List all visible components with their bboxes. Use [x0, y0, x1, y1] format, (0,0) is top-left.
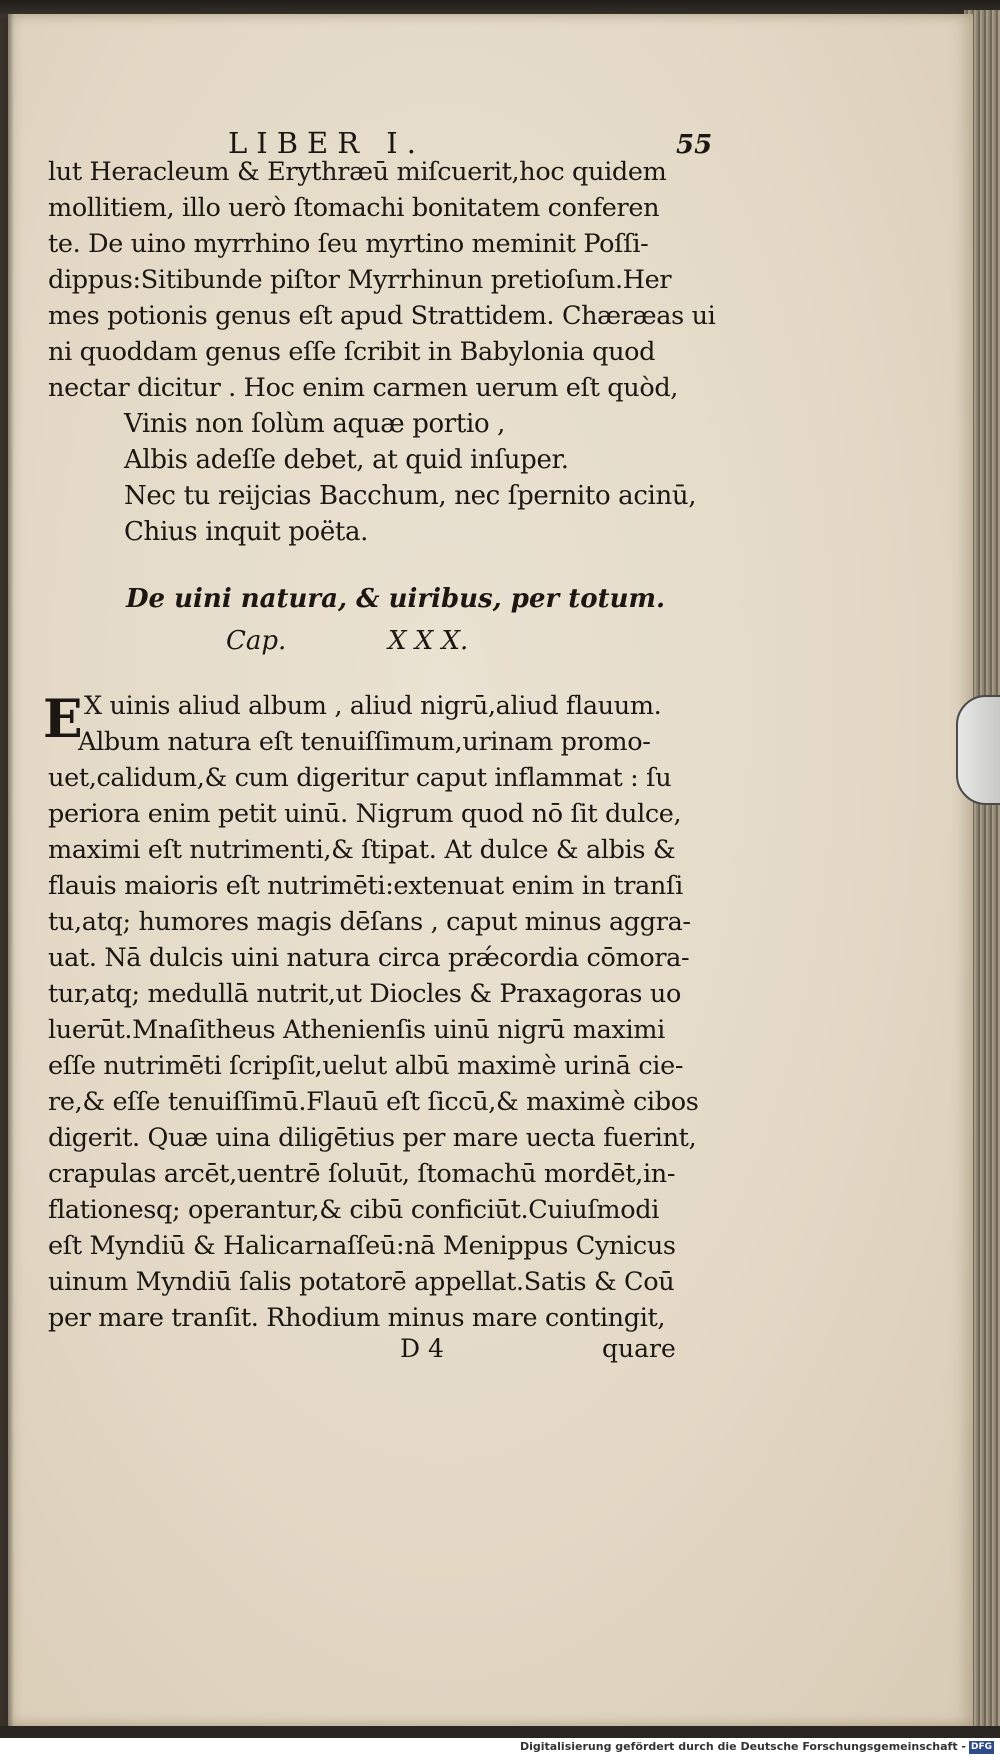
book-bottom-edge — [0, 1726, 1000, 1738]
chapter-title: De uini natura, & uiribus, per totum. — [126, 584, 666, 614]
text-line: uat. Nā dulcis uini natura circa prǽcordia cōmora- — [48, 943, 690, 973]
text-line: crapulas arcēt,uentrē ſoluūt, ſtomachū mordēt,in- — [48, 1159, 676, 1189]
text-line: periora enim petit uinū. Nigrum quod nō ſit dulce, — [48, 799, 682, 829]
dfg-logo: DFG — [970, 1742, 992, 1752]
verse-line: Albis adeſſe debet, at quid inſuper. — [124, 445, 569, 475]
text-line: uinum Myndiū ſalis potatorē appellat.Satis & Coū — [48, 1267, 675, 1297]
folio-number: 55 — [676, 130, 713, 160]
text-line: mollitiem, illo uerò ſtomachi bonitatem conferen — [48, 193, 660, 223]
catchword: quare — [602, 1334, 676, 1363]
text-line: lut Heracleum & Erythræū miſcuerit,hoc quidem — [48, 157, 667, 187]
text-line: X uinis aliud album , aliud nigrū,aliud flauum. — [84, 691, 662, 721]
chapter-number: X X X. — [388, 626, 469, 656]
verse-line: Vinis non ſolùm aquæ portio , — [124, 409, 506, 439]
text-line: tur,atq; medullā nutrit,ut Diocles & Praxagoras uo — [48, 979, 681, 1009]
gutter-shadow — [0, 14, 14, 1726]
text-line: luerūt.Mnaſitheus Athenienſis uinū nigrū maximi — [48, 1015, 665, 1045]
text-line: ni quoddam genus eſſe ſcribit in Babylonia quod — [48, 337, 656, 367]
text-line: tu,atq; humores magis dēſans , caput minus aggra- — [48, 907, 691, 937]
drop-capital: E — [43, 689, 83, 750]
text-line: uet,calidum,& cum digeritur caput inflammat : ſu — [48, 763, 672, 793]
footer-credit: Digitalisierung gefördert durch die Deutsche Forschungsgemeinschaft - — [519, 1740, 966, 1753]
verse-line: Chius inquit poëta. — [124, 517, 369, 547]
text-line: dippus:Sitibunde piſtor Myrrhinun pretioſum.Her — [48, 265, 672, 295]
text-line: te. De uino myrrhino ſeu myrtino meminit Poſſi- — [48, 229, 649, 259]
text-line: per mare tranſit. Rhodium minus mare contingit, — [48, 1303, 666, 1333]
chapter-cap-label: Cap. — [226, 626, 287, 656]
page-clip — [956, 695, 1000, 805]
verse-line: Nec tu reijcias Bacchum, nec ſpernito acinū, — [124, 481, 697, 511]
text-line: flationesq; operantur,& cibū conficiūt.Cuiuſmodi — [48, 1195, 660, 1225]
book-page — [8, 14, 973, 1726]
text-line: Album natura eſt tenuiſſimum,urinam promo- — [78, 727, 651, 757]
digitization-footer — [0, 1738, 1000, 1757]
text-line: digerit. Quæ uina diligētius per mare uecta fuerint, — [48, 1123, 697, 1153]
text-line: re,& eſſe tenuiſſimū.Flauū eſt ſiccū,& maximè cibos — [48, 1087, 699, 1117]
running-head-title: LIBER I. — [228, 126, 425, 160]
text-line: flauis maioris eſt nutrimēti:extenuat enim in tranſi — [48, 871, 683, 901]
signature-mark: D 4 — [400, 1334, 444, 1363]
text-line: eſſe nutrimēti ſcripſit,uelut albū maximè urinā cie- — [48, 1051, 684, 1081]
text-line: mes potionis genus eſt apud Strattidem. Chæræas ui — [48, 301, 716, 331]
text-line: nectar dicitur . Hoc enim carmen uerum eſt quòd, — [48, 373, 679, 403]
text-line: eſt Myndiū & Halicarnaſſeū:nā Menippus Cynicus — [48, 1231, 676, 1261]
text-line: maximi eſt nutrimenti,& ſtipat. At dulce & albis & — [48, 835, 676, 865]
